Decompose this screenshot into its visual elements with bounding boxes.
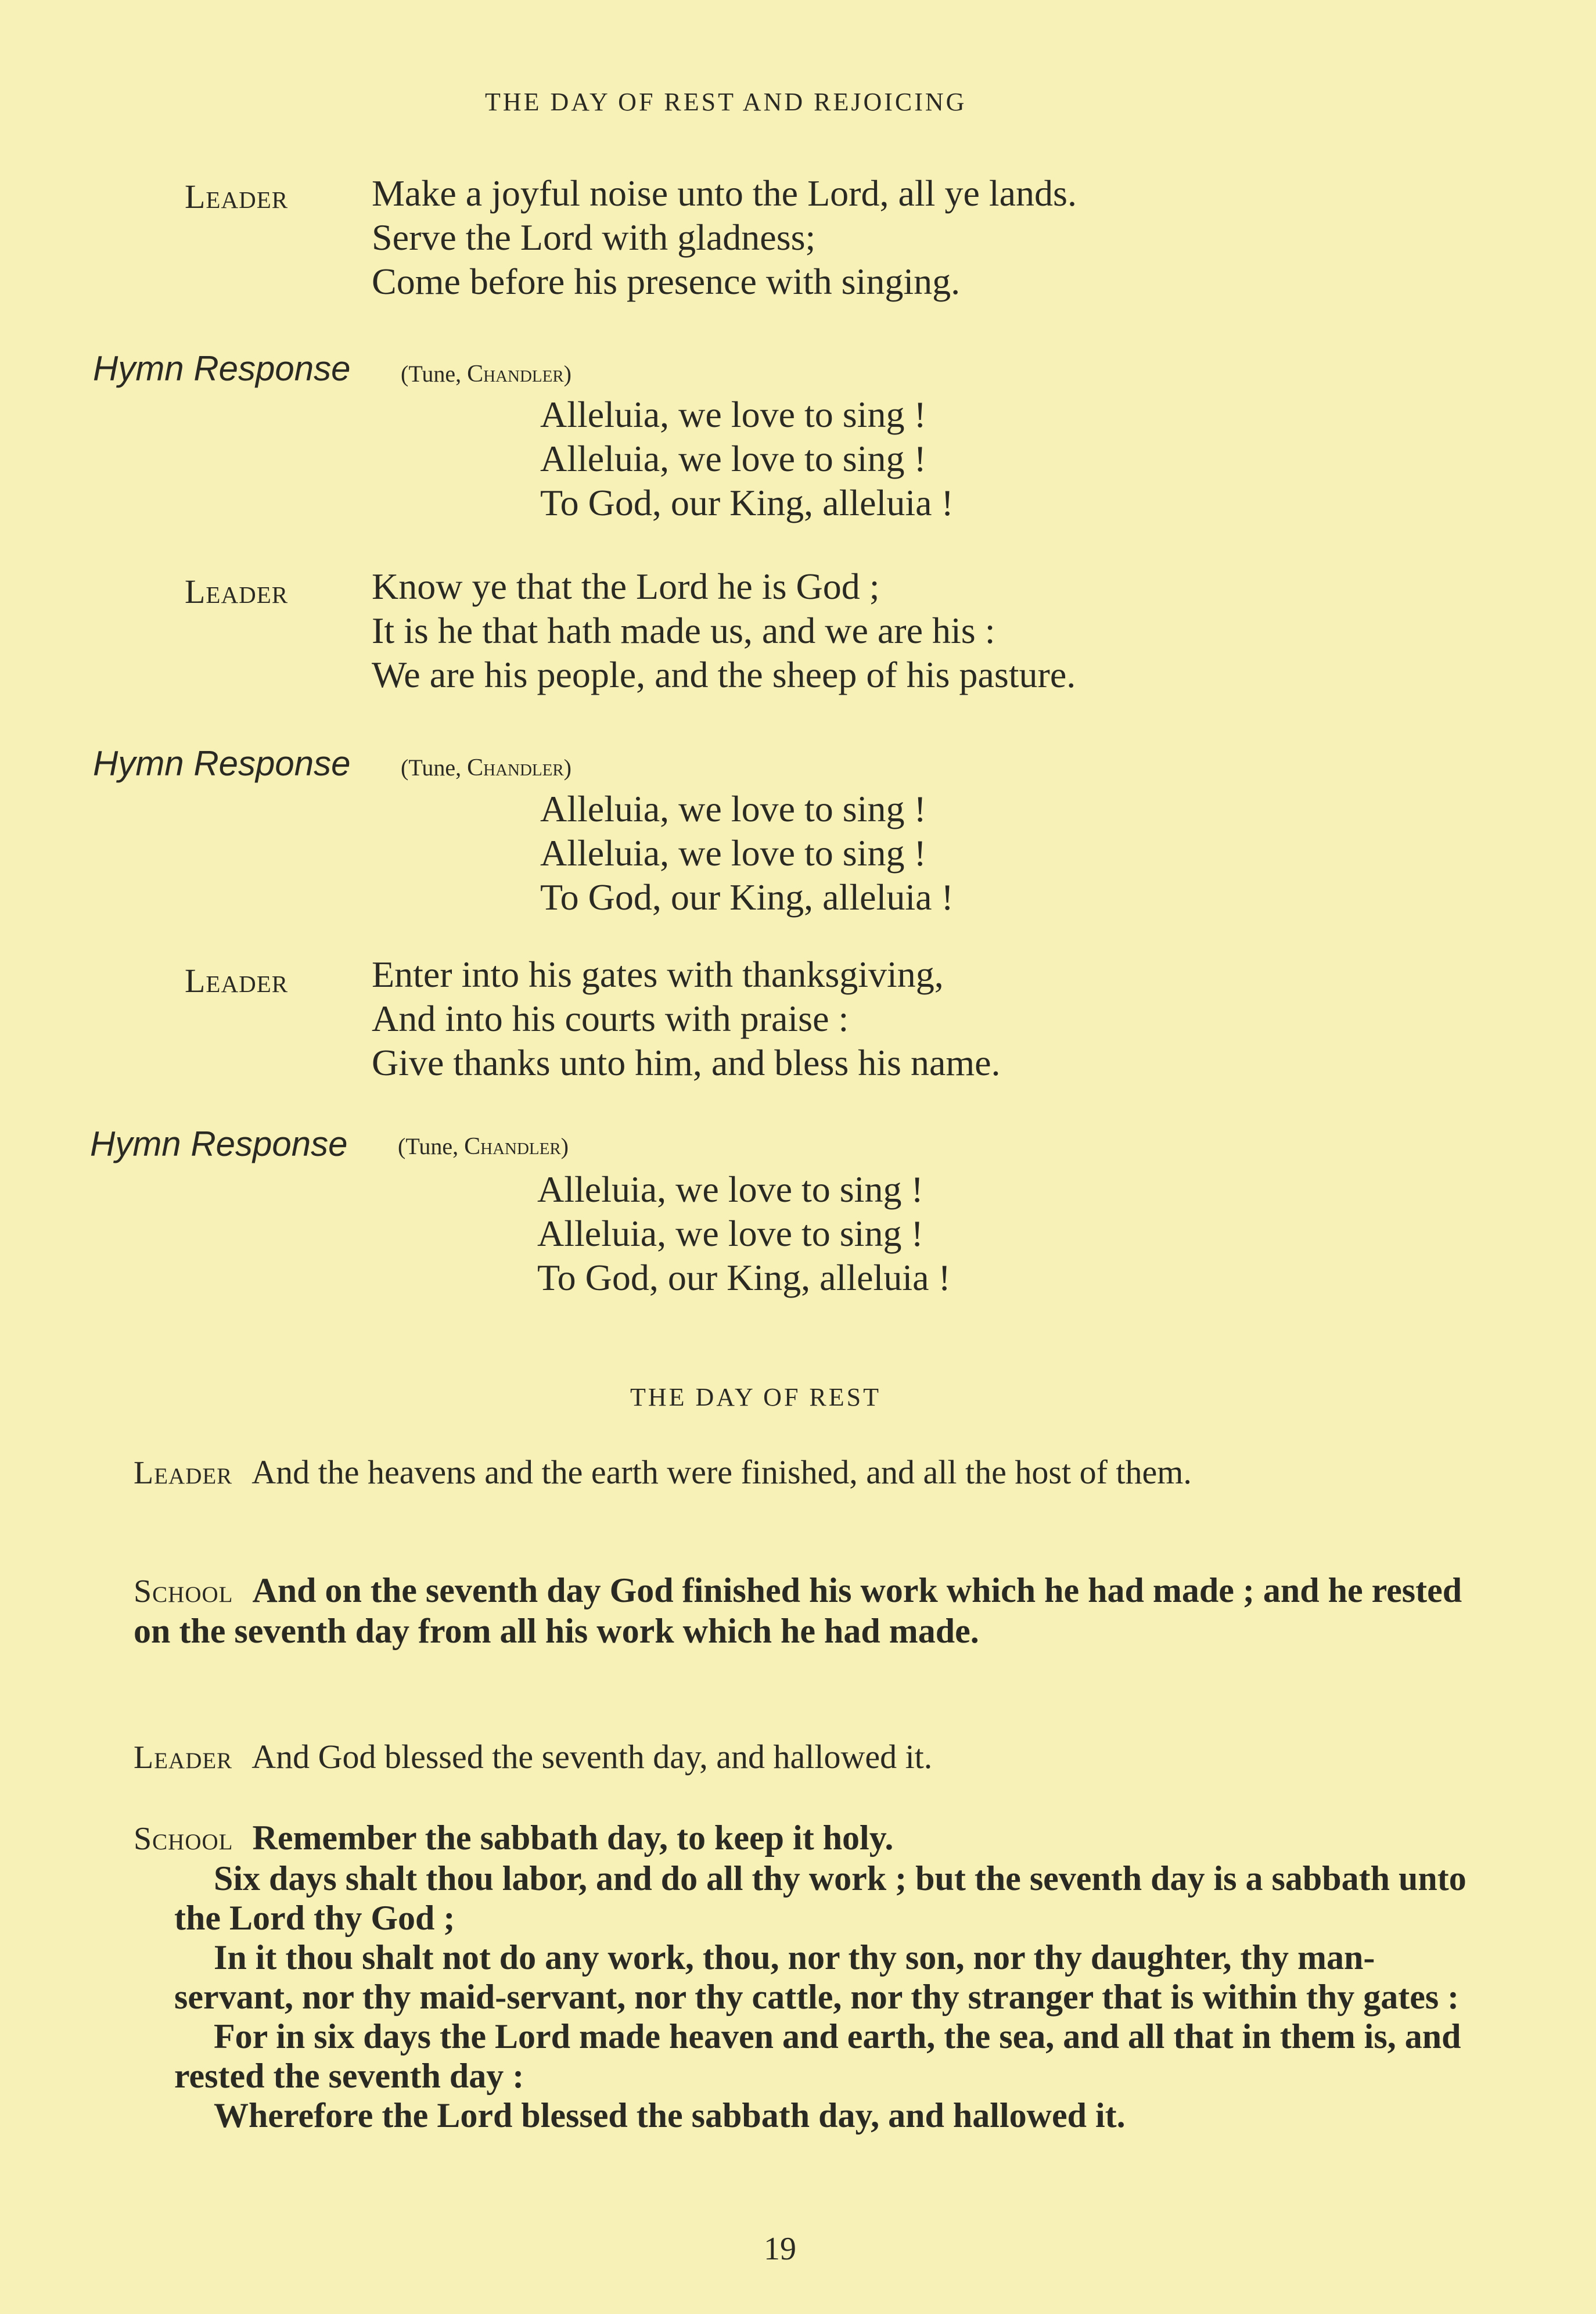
hymn-response-label: Hymn Response	[90, 1124, 348, 1163]
verse-line: It is he that hath made us, and we are his :	[372, 610, 995, 651]
verse-line: And into his courts with praise :	[372, 998, 849, 1039]
hymn-block	[537, 1167, 951, 1300]
hymn-response-label: Hymn Response	[93, 744, 351, 783]
tune-suffix: )	[560, 1133, 569, 1159]
reading-text: Wherefore the Lord blessed the sabbath day, and hallowed it.	[214, 2096, 1126, 2135]
verse-block	[372, 171, 1077, 304]
reading-text: Remember the sabbath day, to keep it holy.	[252, 1819, 894, 1857]
hymn-line: To God, our King, alleluia !	[540, 482, 954, 523]
hymn-line: Alleluia, we love to sing !	[537, 1213, 923, 1254]
hymn-block	[540, 787, 954, 919]
role-label: Leader	[185, 962, 289, 1000]
reading-leader	[134, 1452, 1481, 1493]
verse-line: Serve the Lord with gladness;	[372, 217, 816, 258]
verse-line: Enter into his gates with thanksgiving,	[372, 954, 944, 995]
hymn-line: To God, our King, alleluia !	[540, 876, 954, 918]
hymn-line: Alleluia, we love to sing !	[540, 438, 926, 479]
hymn-response-label: Hymn Response	[93, 349, 351, 388]
role-label: Leader	[134, 1740, 233, 1776]
role-label: Leader	[185, 178, 289, 215]
tune-prefix: (Tune,	[401, 361, 468, 387]
reading-school	[134, 1818, 1481, 2135]
reading-text: And God blessed the seventh day, and hallowed it.	[251, 1738, 933, 1776]
hymn-line: Alleluia, we love to sing !	[540, 788, 926, 829]
hymn-line: To God, our King, alleluia !	[537, 1257, 951, 1298]
role-label: Leader	[185, 573, 289, 610]
tune-prefix: (Tune,	[398, 1133, 465, 1159]
verse-block	[372, 953, 1001, 1085]
verse-block	[372, 565, 1076, 697]
tune-prefix: (Tune,	[401, 754, 468, 781]
tune-note	[401, 360, 571, 388]
hymn-line: Alleluia, we love to sing !	[537, 1169, 923, 1210]
hymn-block	[540, 393, 954, 525]
reading-text: Six days shalt thou labor, and do all thy work ; but the seventh day is a sabbath unto the Lord thy God ;	[174, 1859, 1466, 1937]
running-header: THE DAY OF REST AND REJOICING	[485, 88, 967, 116]
role-label: School	[134, 1821, 233, 1857]
tune-note	[401, 754, 571, 782]
tune-name: Chandler	[467, 361, 564, 387]
role-label: School	[134, 1573, 233, 1609]
hymn-line: Alleluia, we love to sing !	[540, 394, 926, 435]
reading-text: And the heavens and the earth were finished, and all the host of them.	[251, 1453, 1192, 1491]
reading-leader	[134, 1737, 1481, 1777]
tune-note	[398, 1133, 569, 1160]
section-subheading: THE DAY OF REST	[630, 1383, 882, 1411]
reading-text: For in six days the Lord made heaven and earth, the sea, and all that in them is, and rested the seventh day :	[174, 2017, 1461, 2095]
role-label: Leader	[134, 1455, 233, 1491]
verse-line: Make a joyful noise unto the Lord, all ye lands.	[372, 173, 1077, 214]
tune-name: Chandler	[467, 754, 564, 781]
tune-suffix: )	[563, 754, 571, 781]
tune-suffix: )	[563, 361, 571, 387]
page-number: 19	[764, 2231, 796, 2267]
reading-school	[134, 1571, 1481, 1651]
verse-line: Come before his presence with singing.	[372, 261, 961, 302]
reading-text: And on the seventh day God finished his work which he had made ; and he rested on the seventh day from all his work which he had made.	[134, 1571, 1462, 1650]
hymn-line: Alleluia, we love to sing !	[540, 832, 926, 874]
verse-line: Know ye that the Lord he is God ;	[372, 566, 880, 607]
tune-name: Chandler	[464, 1133, 561, 1160]
verse-line: We are his people, and the sheep of his pasture.	[372, 654, 1076, 695]
verse-line: Give thanks unto him, and bless his name.	[372, 1042, 1001, 1083]
reading-text: In it thou shalt not do any work, thou, nor thy son, nor thy daughter, thy man-servant, nor thy maid-servant, nor thy cattle, nor thy stranger that is within thy gates :	[174, 1938, 1460, 2016]
